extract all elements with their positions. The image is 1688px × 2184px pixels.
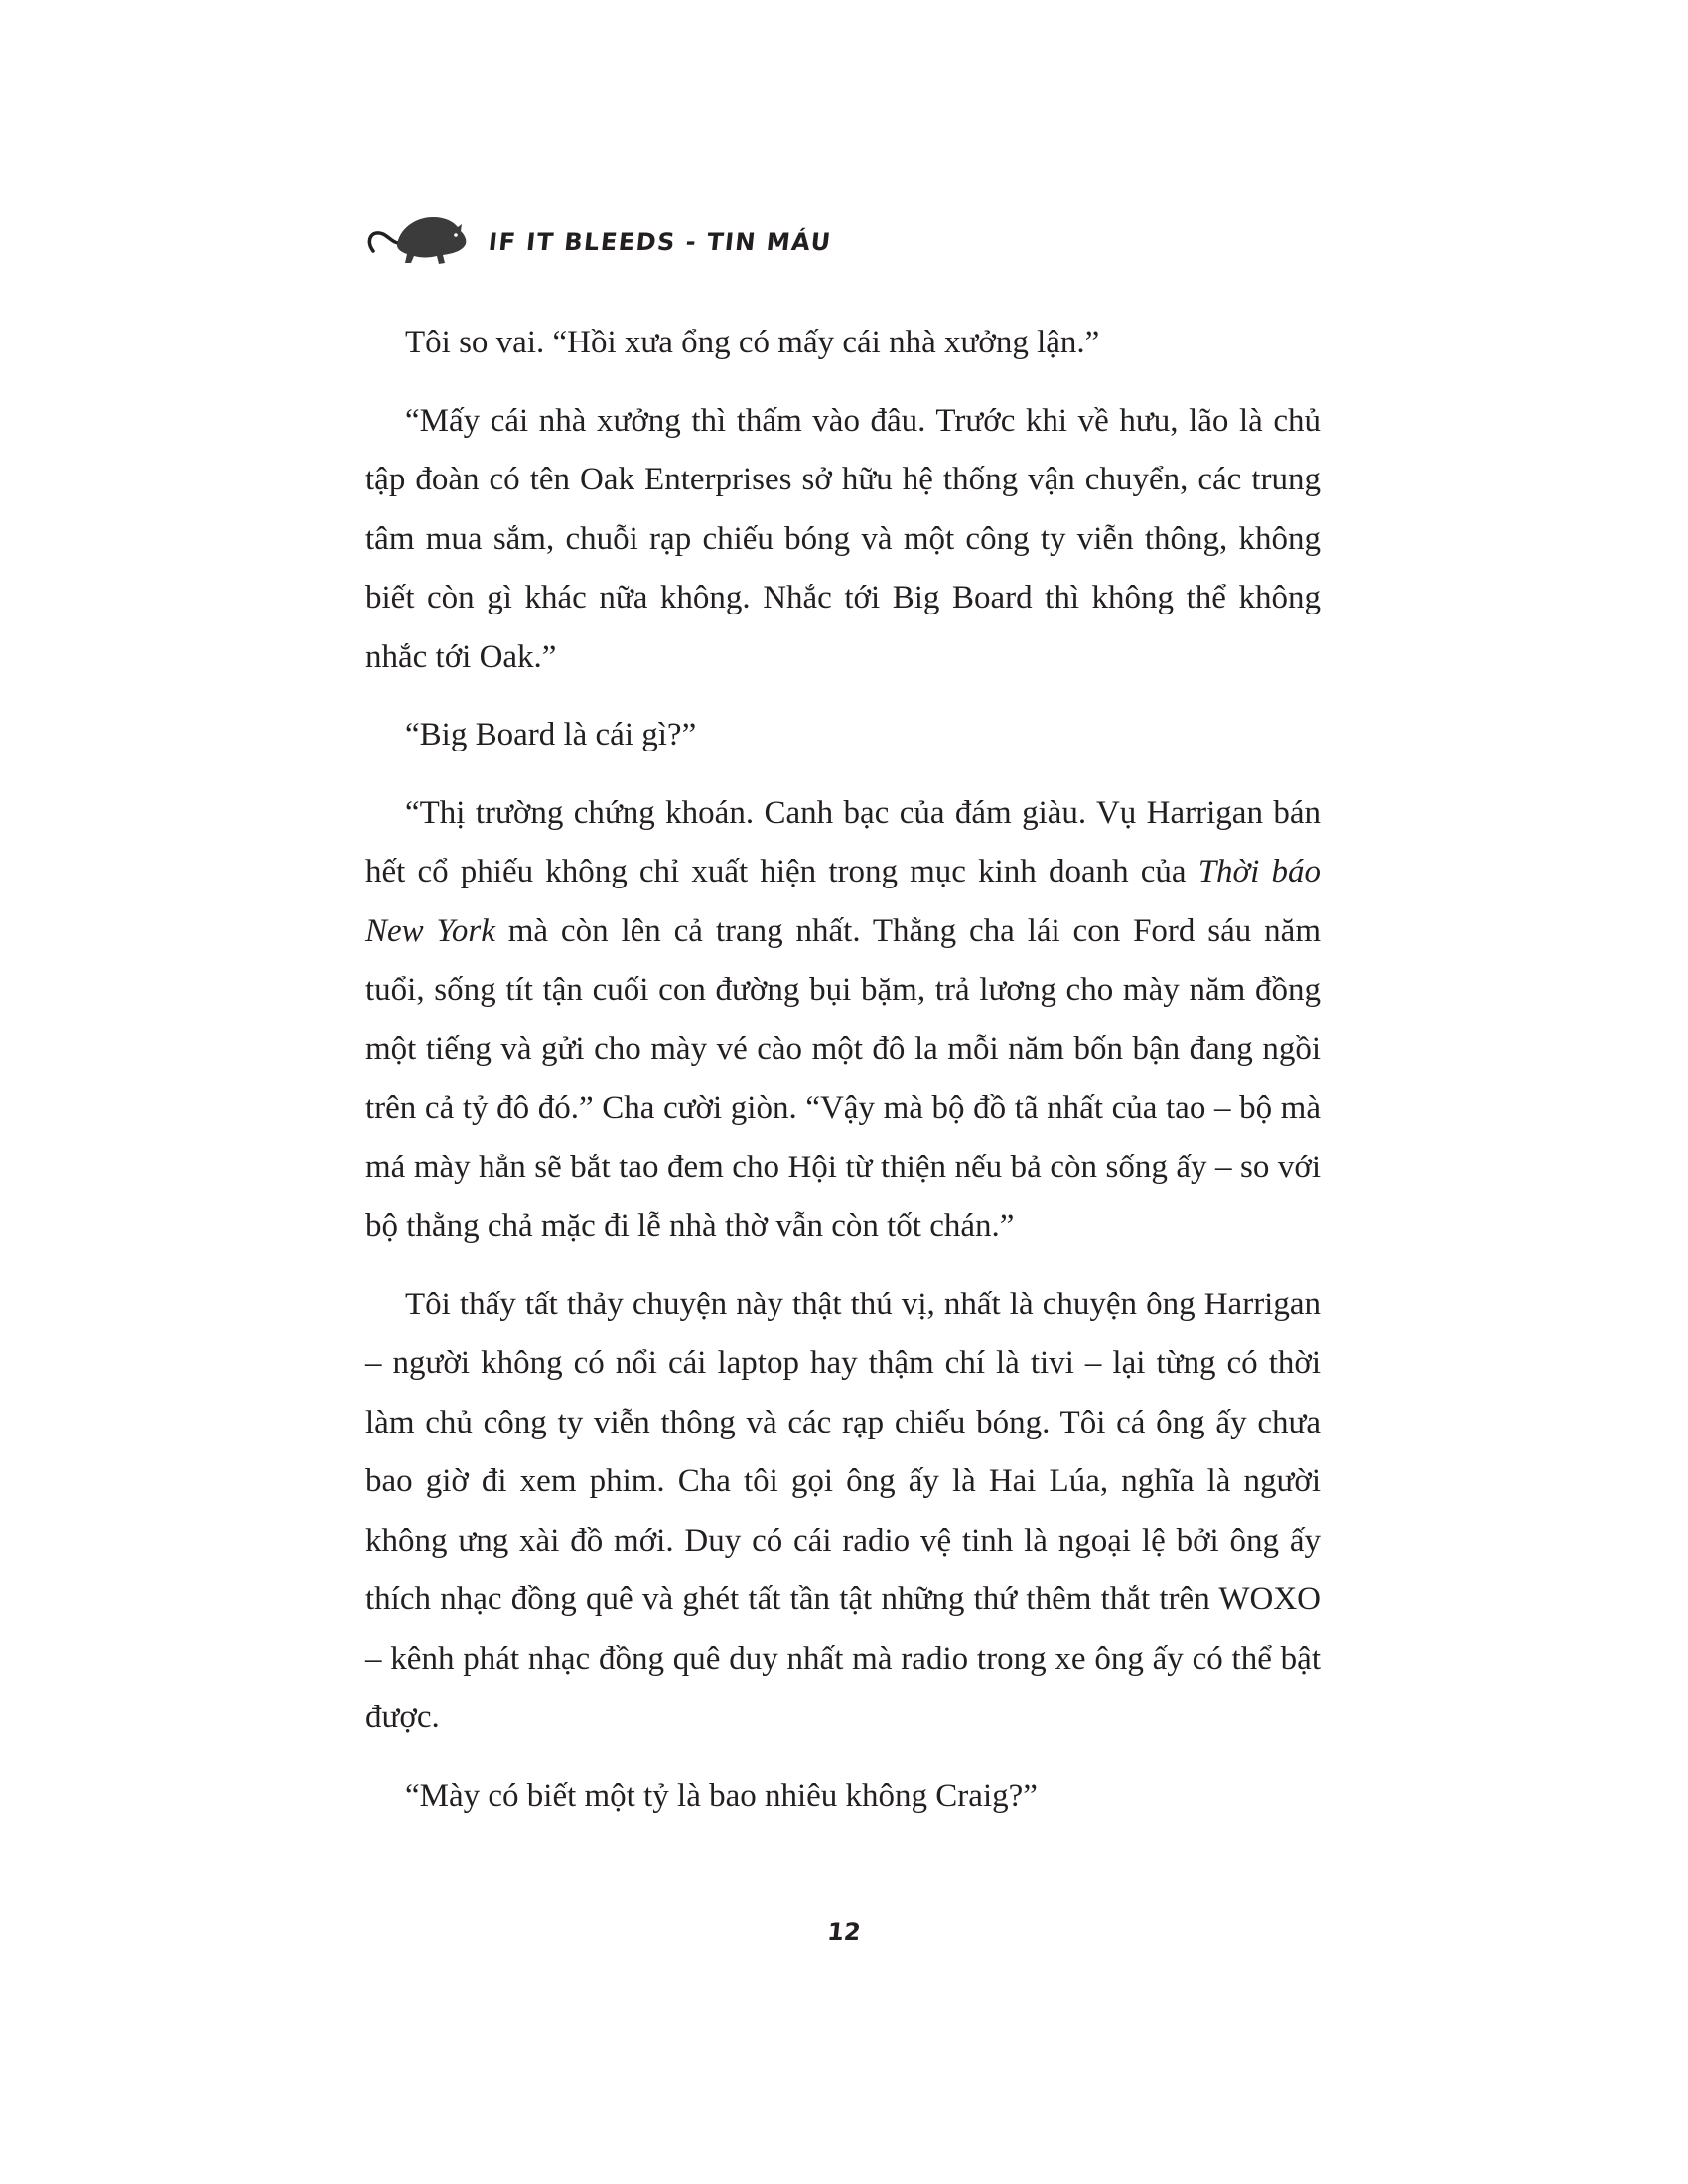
- chapter-body: [365, 314, 1321, 1844]
- running-header: [359, 203, 832, 282]
- paragraph: “Mày có biết một tỷ là bao nhiêu không Craig?”: [405, 1777, 1038, 1814]
- newspaper-title: Thời báo New York: [365, 854, 1321, 949]
- page-number: 12: [825, 1918, 863, 1946]
- rat-icon: [359, 207, 469, 277]
- paragraph: Tôi so vai. “Hồi xưa ổng có mấy cái nhà xưởng lận.”: [405, 325, 1100, 360]
- paragraph: Tôi thấy tất thảy chuyện này thật thú vị, nhất là chuyện ông Harrigan – người không có nổi cái laptop hay thậm chí là tivi – lại từng có thời làm chủ công ty viễn thông và các rạp chiếu bóng. Tôi cá ông ấy chưa bao giờ đi xem phim. Cha tôi gọi ông ấy là Hai Lúa, nghĩa là người không ưng xài đồ mới. Duy có cái radio vệ tinh là ngoại lệ bởi ông ấy thích nhạc đồng quê và ghét tất tần tật những thứ thêm thắt trên WOXO – kênh phát nhạc đồng quê duy nhất mà radio trong xe ông ấy có thể bật được.: [365, 1286, 1321, 1735]
- paragraph: [365, 784, 1321, 1257]
- paragraph-text: “Thị trường chứng khoán. Canh bạc của đám giàu. Vụ Harrigan bán hết cổ phiếu không chỉ xuất hiện trong mục kinh doanh của: [365, 794, 1321, 889]
- running-title: IF IT BLEEDS - TIN MÁU: [487, 228, 834, 256]
- paragraph: “Big Board là cái gì?”: [405, 717, 697, 752]
- paragraph-text: mà còn lên cả trang nhất. Thằng cha lái con Ford sáu năm tuổi, sống tít tận cuối con đường bụi bặm, trả lương cho mày năm đồng một tiếng và gửi cho mày vé cào một đô la mỗi năm bốn bận đang ngồi trên cả tỷ đô đó.” Cha cười giòn. “Vậy mà bộ đồ tã nhất của tao – bộ mà má mày hẳn sẽ bắt tao đem cho Hội từ thiện nếu bả còn sống ấy – so với bộ thằng chả mặc đi lễ nhà thờ vẫn còn tốt chán.”: [365, 912, 1321, 1244]
- paragraph: “Mấy cái nhà xưởng thì thấm vào đâu. Trước khi về hưu, lão là chủ tập đoàn có tên Oak Enterprises sở hữu hệ thống vận chuyển, các trung tâm mua sắm, chuỗi rạp chiếu bóng và một công ty viễn thông, không biết còn gì khác nữa không. Nhắc tới Big Board thì không thể không nhắc tới Oak.”: [365, 402, 1321, 675]
